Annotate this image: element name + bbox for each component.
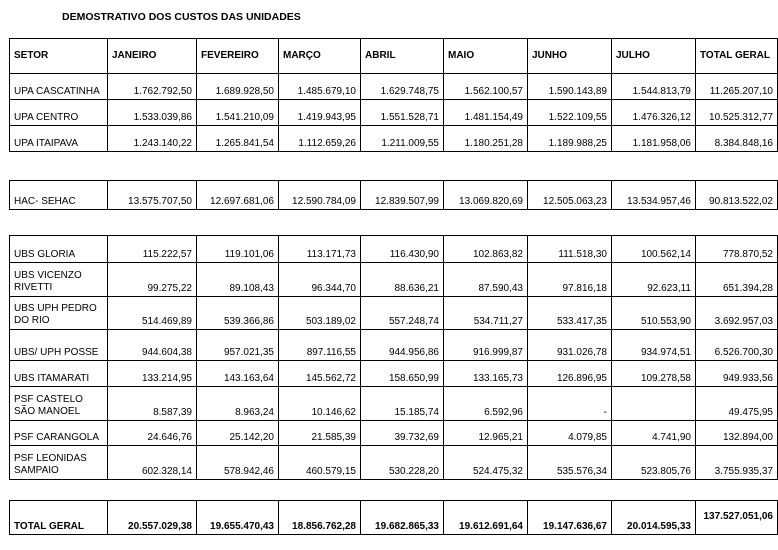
- table-cell: 916.999,87: [444, 330, 528, 361]
- column-header: ABRIL: [361, 39, 444, 74]
- column-header: FEVEREIRO: [197, 39, 279, 74]
- table-cell: 1.265.841,54: [197, 126, 279, 152]
- column-header: JUNHO: [528, 39, 612, 74]
- table-cell: 100.562,14: [612, 236, 696, 263]
- table-cell: 10.525.312,77: [696, 100, 778, 126]
- table-row: [10, 236, 778, 263]
- table-cell: 109.278,58: [612, 361, 696, 387]
- table-row: [10, 446, 778, 480]
- table-cell: 1.551.528,71: [361, 100, 444, 126]
- table-cell: 25.142,20: [197, 421, 279, 446]
- table-cell: 126.896,95: [528, 361, 612, 387]
- table-cell: 4.079,85: [528, 421, 612, 446]
- table-cell: 944.604,38: [108, 330, 197, 361]
- table-cell: 87.590,43: [444, 263, 528, 297]
- table-cell: 132.894,00: [696, 421, 778, 446]
- table-cell: 97.816,18: [528, 263, 612, 297]
- table-cell: 1.476.326,12: [612, 100, 696, 126]
- column-header: SETOR: [10, 39, 108, 74]
- table-cell: 523.805,76: [612, 446, 696, 480]
- table-cell: 49.475,95: [696, 387, 778, 421]
- table-cell: -: [528, 387, 612, 421]
- table-cell: 92.623,11: [612, 263, 696, 297]
- table-cell: 535.576,34: [528, 446, 612, 480]
- row-label: PSF CARANGOLA: [10, 421, 108, 446]
- table-cell: 778.870,52: [696, 236, 778, 263]
- table-cell: 11.265.207,10: [696, 74, 778, 100]
- table-cell: 1.762.792,50: [108, 74, 197, 100]
- table-cell: 12.965,21: [444, 421, 528, 446]
- table-cell: 39.732,69: [361, 421, 444, 446]
- table-cell: 1.629.748,75: [361, 74, 444, 100]
- table-cell: 111.518,30: [528, 236, 612, 263]
- table-cell: 3.755.935,37: [696, 446, 778, 480]
- table-cell: 115.222,57: [108, 236, 197, 263]
- table-cell: 1.544.813,79: [612, 74, 696, 100]
- table-cell: 1.485.679,10: [279, 74, 361, 100]
- row-label: UBS ITAMARATI: [10, 361, 108, 387]
- table-row: [10, 126, 778, 152]
- row-label: UPA CASCATINHA: [10, 74, 108, 100]
- table-cell: 102.863,82: [444, 236, 528, 263]
- table-cell: 651.394,28: [696, 263, 778, 297]
- table-cell: 1.243.140,22: [108, 126, 197, 152]
- table-cell: 113.171,73: [279, 236, 361, 263]
- table-cell: 96.344,70: [279, 263, 361, 297]
- total-row: [10, 501, 778, 535]
- table-cell: 13.575.707,50: [108, 181, 197, 210]
- column-header: JULHO: [612, 39, 696, 74]
- row-label: TOTAL GERAL: [10, 501, 108, 535]
- table-cell: 24.646,76: [108, 421, 197, 446]
- table-cell: 8.963,24: [197, 387, 279, 421]
- table-cell: [612, 387, 696, 421]
- table-cell: 116.430,90: [361, 236, 444, 263]
- table-cell: 1.481.154,49: [444, 100, 528, 126]
- row-label: UBS VICENZO RIVETTI: [10, 263, 108, 297]
- table-cell: 602.328,14: [108, 446, 197, 480]
- table-cell: 897.116,55: [279, 330, 361, 361]
- row-label: UBS UPH PEDRO DO RIO: [10, 297, 108, 330]
- table-cell: 944.956,86: [361, 330, 444, 361]
- table-cell: 1.181.958,06: [612, 126, 696, 152]
- costs-table-total: [9, 500, 778, 535]
- table-cell: 137.527.051,06: [696, 501, 778, 535]
- table-cell: 514.469,89: [108, 297, 197, 330]
- table-cell: 530.228,20: [361, 446, 444, 480]
- table-cell: 6.526.700,30: [696, 330, 778, 361]
- table-cell: 12.590.784,09: [279, 181, 361, 210]
- table-cell: 1.211.009,55: [361, 126, 444, 152]
- row-label: UPA CENTRO: [10, 100, 108, 126]
- table-cell: 19.655.470,43: [197, 501, 279, 535]
- table-row: [10, 297, 778, 330]
- table-cell: 20.557.029,38: [108, 501, 197, 535]
- table-cell: 1.522.109,55: [528, 100, 612, 126]
- table-cell: 20.014.595,33: [612, 501, 696, 535]
- row-label: UBS GLORIA: [10, 236, 108, 263]
- table-row: [10, 361, 778, 387]
- table-cell: 88.636,21: [361, 263, 444, 297]
- table-cell: 534.711,27: [444, 297, 528, 330]
- table-cell: 13.534.957,46: [612, 181, 696, 210]
- costs-table-upa: [9, 38, 778, 152]
- table-cell: 12.839.507,99: [361, 181, 444, 210]
- table-cell: 4.741,90: [612, 421, 696, 446]
- row-label: UBS/ UPH POSSE: [10, 330, 108, 361]
- table-cell: 6.592,96: [444, 387, 528, 421]
- table-cell: 10.146,62: [279, 387, 361, 421]
- table-cell: 1.562.100,57: [444, 74, 528, 100]
- table-cell: 1.590.143,89: [528, 74, 612, 100]
- table-cell: 3.692.957,03: [696, 297, 778, 330]
- table-cell: 539.366,86: [197, 297, 279, 330]
- table-cell: 15.185,74: [361, 387, 444, 421]
- table-cell: 578.942,46: [197, 446, 279, 480]
- table-cell: 1.533.039,86: [108, 100, 197, 126]
- table-row: [10, 263, 778, 297]
- costs-table-hac: [9, 180, 778, 210]
- column-header: TOTAL GERAL: [696, 39, 778, 74]
- table-cell: 8.587,39: [108, 387, 197, 421]
- table-cell: 19.147.636,67: [528, 501, 612, 535]
- costs-table-ubs: [9, 235, 778, 480]
- table-cell: 557.248,74: [361, 297, 444, 330]
- table-row: [10, 387, 778, 421]
- header-row: [10, 39, 778, 74]
- table-cell: 460.579,15: [279, 446, 361, 480]
- row-label: PSF LEONIDAS SAMPAIO: [10, 446, 108, 480]
- table-cell: 89.108,43: [197, 263, 279, 297]
- column-header: JANEIRO: [108, 39, 197, 74]
- table-cell: 931.026,78: [528, 330, 612, 361]
- table-cell: 21.585,39: [279, 421, 361, 446]
- table-cell: 145.562,72: [279, 361, 361, 387]
- table-cell: 510.553,90: [612, 297, 696, 330]
- table-row: [10, 330, 778, 361]
- table-cell: 13.069.820,69: [444, 181, 528, 210]
- table-cell: 503.189,02: [279, 297, 361, 330]
- table-cell: 524.475,32: [444, 446, 528, 480]
- table-cell: 1.189.988,25: [528, 126, 612, 152]
- table-cell: 12.505.063,23: [528, 181, 612, 210]
- table-cell: 1.689.928,50: [197, 74, 279, 100]
- page-title: DEMOSTRATIVO DOS CUSTOS DAS UNIDADES: [62, 11, 301, 23]
- table-cell: 1.180.251,28: [444, 126, 528, 152]
- table-cell: 533.417,35: [528, 297, 612, 330]
- table-cell: 99.275,22: [108, 263, 197, 297]
- table-cell: 133.165,73: [444, 361, 528, 387]
- table-row: [10, 181, 778, 210]
- table-cell: 18.856.762,28: [279, 501, 361, 535]
- table-cell: 12.697.681,06: [197, 181, 279, 210]
- column-header: MARÇO: [279, 39, 361, 74]
- table-cell: 1.541.210,09: [197, 100, 279, 126]
- table-cell: 90.813.522,02: [696, 181, 778, 210]
- table-cell: 1.419.943,95: [279, 100, 361, 126]
- table-row: [10, 74, 778, 100]
- table-cell: 19.612.691,64: [444, 501, 528, 535]
- table-cell: 143.163,64: [197, 361, 279, 387]
- table-cell: 133.214,95: [108, 361, 197, 387]
- table-row: [10, 421, 778, 446]
- table-cell: 949.933,56: [696, 361, 778, 387]
- table-cell: 957.021,35: [197, 330, 279, 361]
- row-label: UPA ITAIPAVA: [10, 126, 108, 152]
- table-cell: 119.101,06: [197, 236, 279, 263]
- table-cell: 1.112.659,26: [279, 126, 361, 152]
- table-row: [10, 100, 778, 126]
- column-header: MAIO: [444, 39, 528, 74]
- table-cell: 158.650,99: [361, 361, 444, 387]
- table-cell: 19.682.865,33: [361, 501, 444, 535]
- table-cell: 8.384.848,16: [696, 126, 778, 152]
- row-label: HAC- SEHAC: [10, 181, 108, 210]
- table-cell: 934.974,51: [612, 330, 696, 361]
- row-label: PSF CASTELO SÃO MANOEL: [10, 387, 108, 421]
